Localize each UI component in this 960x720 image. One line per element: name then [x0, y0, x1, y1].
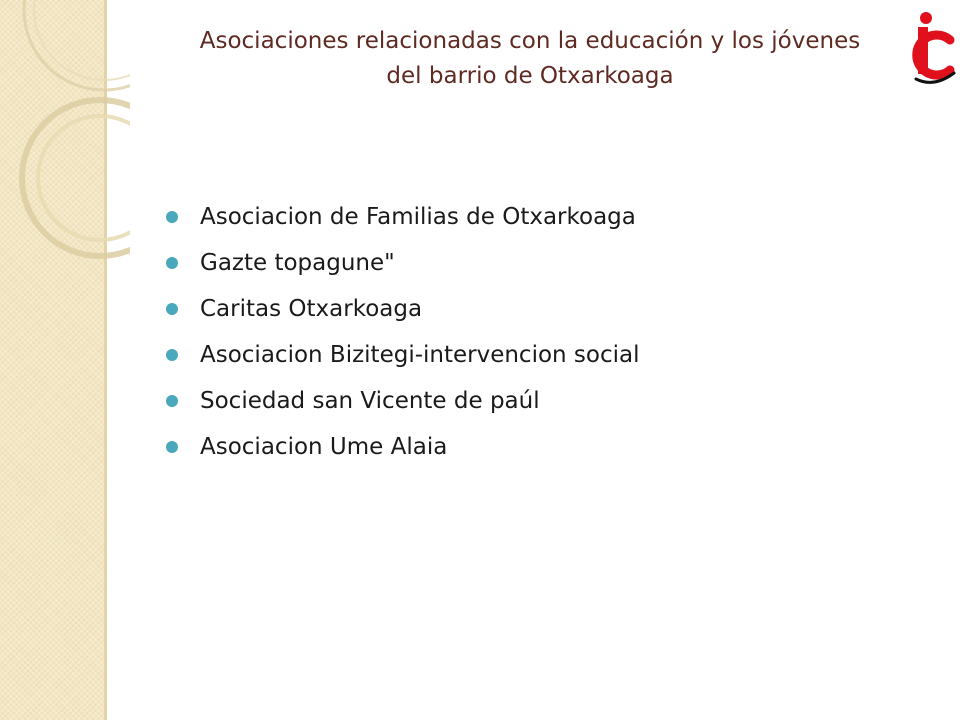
list-item-text: Asociacion Ume Alaia	[200, 434, 448, 460]
list-item-text: Asociacion Bizitegi-intervencion social	[200, 342, 640, 368]
list-item	[166, 424, 640, 470]
slide-title-line-1: Asociaciones relacionadas con la educación y los jóvenes	[199, 28, 861, 54]
bullet-dot-icon	[166, 211, 178, 223]
slide-title-line-2: del barrio de Otxarkoaga	[386, 63, 674, 89]
slide-title	[150, 24, 910, 94]
list-item-text: Gazte topagune"	[200, 250, 395, 276]
list-item	[166, 240, 640, 286]
list-item-text: Caritas Otxarkoaga	[200, 296, 423, 322]
list-item	[166, 194, 640, 240]
bullet-list	[166, 194, 640, 470]
bullet-dot-icon	[166, 441, 178, 453]
bullet-dot-icon	[166, 395, 178, 407]
list-item	[166, 378, 640, 424]
list-item-text: Asociacion de Familias de Otxarkoaga	[200, 204, 636, 230]
bullet-dot-icon	[166, 257, 178, 269]
list-item	[166, 286, 640, 332]
bullet-dot-icon	[166, 349, 178, 361]
bullet-dot-icon	[166, 303, 178, 315]
list-item-text: Sociedad san Vicente de paúl	[200, 388, 540, 414]
ic-logo-icon	[906, 10, 958, 86]
list-item	[166, 332, 640, 378]
decorative-swirl-icon	[0, 0, 130, 260]
